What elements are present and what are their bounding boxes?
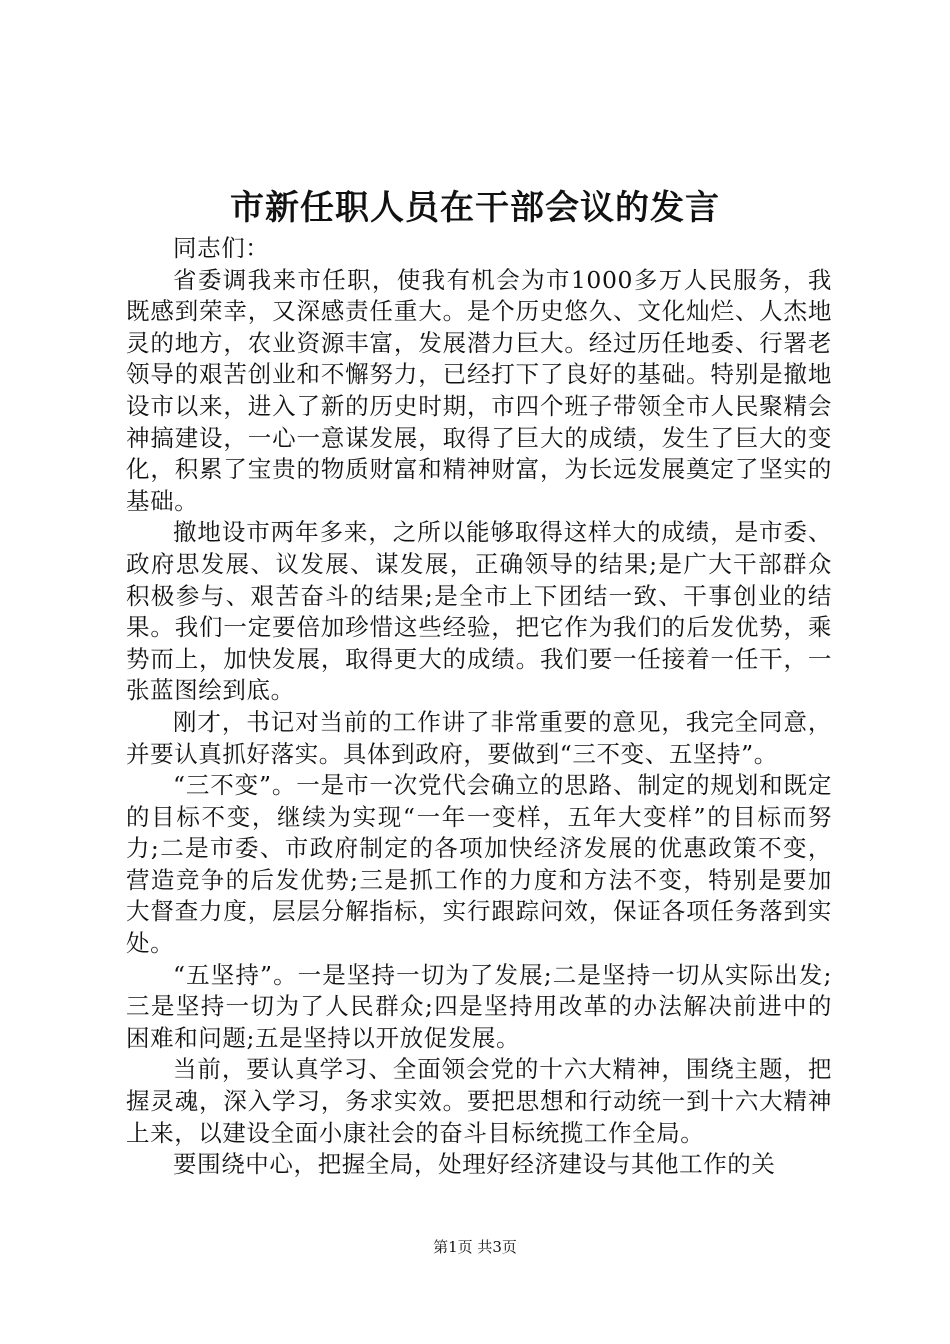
paragraph: “五坚持”。一是坚持一切为了发展;二是坚持一切从实际出发;三是坚持一切为了人民群众;四是坚持用改革的办法解决前进中的困难和问题;五是坚持以开放促发展。 bbox=[126, 960, 832, 1052]
document-title: 市新任职人员在干部会议的发言 bbox=[230, 188, 720, 228]
paragraph: 撤地设市两年多来，之所以能够取得这样大的成绩，是市委、政府思发展、议发展、谋发展，正确领导的结果;是广大干部群众积极参与、艰苦奋斗的结果;是全市上下团结一致、干事创业的结果。我们一定要倍加珍惜这些经验，把它作为我们的后发优势，乘势而上，加快发展，取得更大的成绩。我们要一任接着一任干，一张蓝图绘到底。 bbox=[126, 518, 832, 705]
paragraph: 省委调我来市任职，使我有机会为市1000多万人民服务，我既感到荣幸，又深感责任重大。是个历史悠久、文化灿烂、人杰地灵的地方，农业资源丰富，发展潜力巨大。经过历任地委、行署老领导的艰苦创业和不懈努力，已经打下了良好的基础。特别是撤地设市以来，进入了新的历史时期，市四个班子带领全市人民聚精会神搞建设，一心一意谋发展，取得了巨大的成绩，发生了巨大的变化，积累了宝贵的物质财富和精神财富，为长远发展奠定了坚实的基础。 bbox=[126, 265, 832, 515]
paragraph: 刚才，书记对当前的工作讲了非常重要的意见，我完全同意，并要认真抓好落实。具体到政府，要做到“三不变、五坚持”。 bbox=[126, 707, 832, 768]
page-number-footer: 第1页 共3页 bbox=[433, 1238, 517, 1256]
paragraph: “三不变”。一是市一次党代会确立的思路、制定的规划和既定的目标不变，继续为实现“一年一变样，五年大变样”的目标而努力;二是市委、市政府制定的各项加快经济发展的优惠政策不变，营造竞争的后发优势;三是抓工作的力度和方法不变，特别是要加大督查力度，层层分解指标，实行跟踪问效，保证各项任务落到实处。 bbox=[126, 771, 832, 958]
document-body bbox=[126, 233, 832, 1181]
paragraph: 当前，要认真学习、全面领会党的十六大精神，围绕主题，把握灵魂，深入学习，务求实效。要把思想和行动统一到十六大精神上来，以建设全面小康社会的奋斗目标统揽工作全局。 bbox=[126, 1055, 832, 1147]
paragraph: 要围绕中心，把握全局，处理好经济建设与其他工作的关 bbox=[173, 1150, 776, 1179]
salutation: 同志们： bbox=[173, 234, 270, 262]
